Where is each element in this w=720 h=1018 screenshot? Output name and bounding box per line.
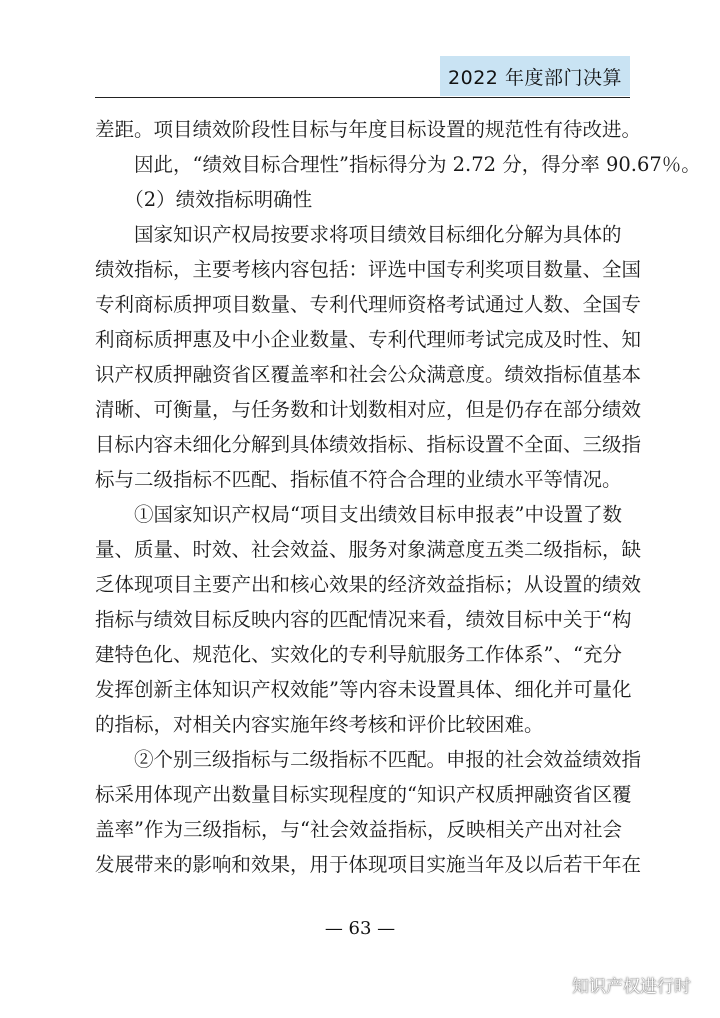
body-line: 识产权质押融资省区覆盖率和社会公众满意度。绩效指标值基本 xyxy=(95,363,642,386)
body-line: 盖率”作为三级指标，与“社会效益指标，反映相关产出对社会 xyxy=(95,818,622,841)
body-line: 量、质量、时效、社会效益、服务对象满意度五类二级指标，缺 xyxy=(95,538,642,561)
header-divider xyxy=(95,97,630,98)
body-line: 标与二级指标不匹配、指标值不符合合理的业绩水平等情况。 xyxy=(95,468,622,491)
body-line: 清晰、可衡量，与任务数和计划数相对应，但是仍存在部分绩效 xyxy=(95,398,642,421)
body-line: 利商标质押惠及中小企业数量、专利代理师考试完成及时性、知 xyxy=(95,328,642,351)
body-line: 因此，“绩效目标合理性”指标得分为 2.72 分，得分率 90.67％。 xyxy=(95,153,701,176)
body-line: 差距。项目绩效阶段性目标与年度目标设置的规范性有待改进。 xyxy=(95,118,642,141)
body-line: 的指标，对相关内容实施年终考核和评价比较困难。 xyxy=(95,713,544,736)
body-line: 绩效指标，主要考核内容包括：评选中国专利奖项目数量、全国 xyxy=(95,258,642,281)
body-line: 建特色化、规范化、实效化的专利导航服务工作体系”、“充分 xyxy=(95,643,622,666)
body-line: 目标内容未细化分解到具体绩效指标、指标设置不全面、三级指 xyxy=(95,433,642,456)
document-body xyxy=(95,112,701,882)
wechat-icon xyxy=(540,974,566,996)
body-line: 乏体现项目主要产出和核心效果的经济效益指标；从设置的绩效 xyxy=(95,573,642,596)
watermark-text: 知识产权进行时 xyxy=(572,977,691,997)
body-line: 发展带来的影响和效果，用于体现项目实施当年及以后若干年在 xyxy=(95,853,642,876)
header-title-text: 2022 年度部门决算 xyxy=(448,66,622,89)
document-header-title xyxy=(440,56,630,96)
body-line: 国家知识产权局按要求将项目绩效目标细化分解为具体的 xyxy=(95,223,622,246)
section-heading: （2）绩效指标明确性 xyxy=(95,188,313,211)
body-line: 专利商标质押项目数量、专利代理师资格考试通过人数、全国专 xyxy=(95,293,642,316)
body-line: 标采用体现产出数量目标实现程度的“知识产权质押融资省区覆 xyxy=(95,783,632,806)
page-number: — 63 — xyxy=(324,918,396,939)
body-line: 发挥创新主体知识产权效能”等内容未设置具体、细化并可量化 xyxy=(95,678,632,701)
body-line: ②个别三级指标与二级指标不匹配。申报的社会效益绩效指 xyxy=(95,748,642,771)
body-line: ①国家知识产权局“项目支出绩效目标申报表”中设置了数 xyxy=(95,503,622,526)
body-line: 指标与绩效目标反映内容的匹配情况来看，绩效目标中关于“构 xyxy=(95,608,632,631)
watermark xyxy=(540,972,691,997)
